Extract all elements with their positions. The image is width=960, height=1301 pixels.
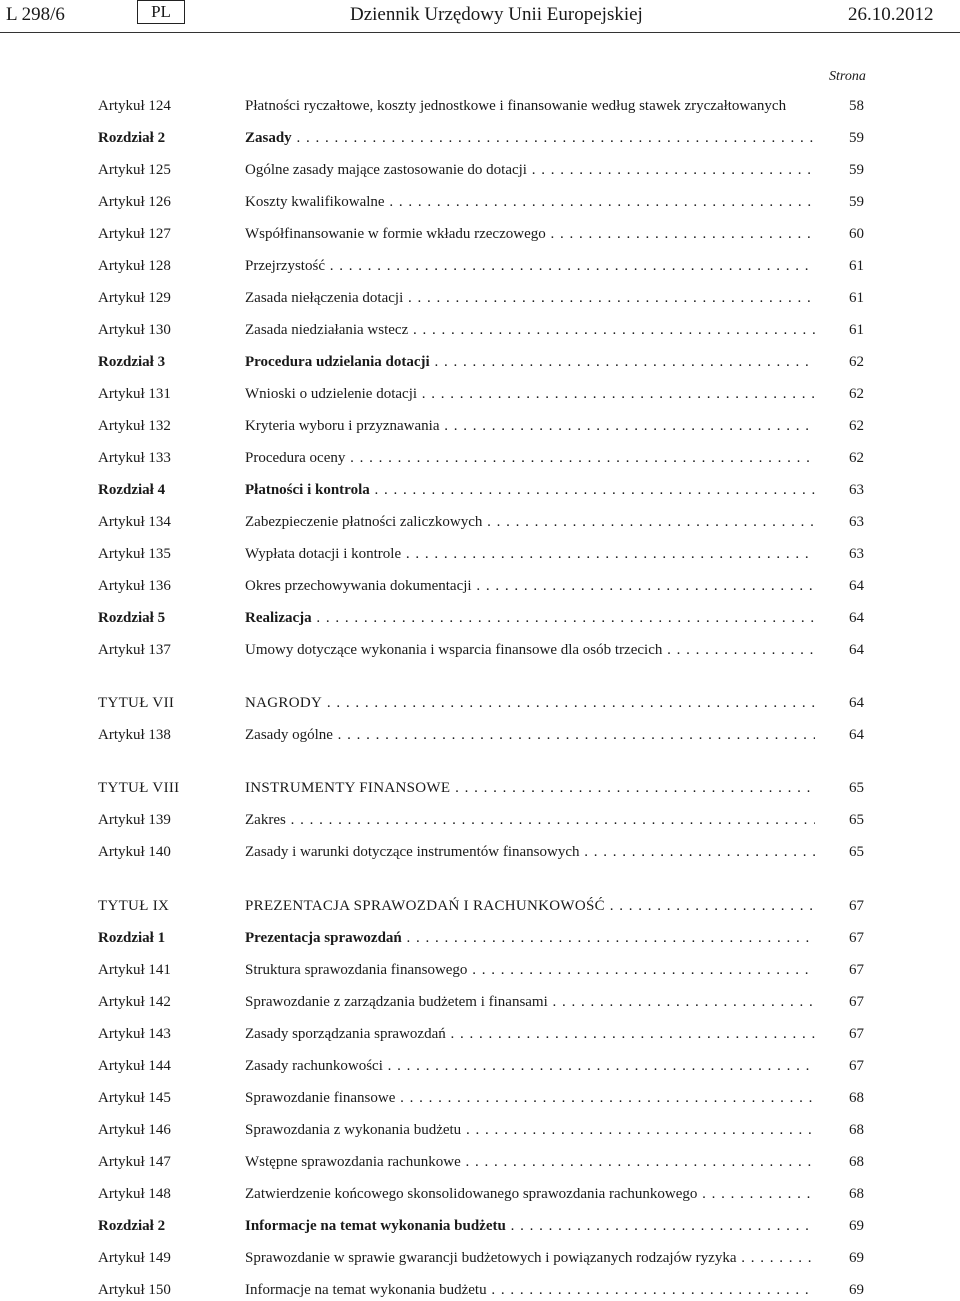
toc-entry-title — [245, 415, 815, 437]
toc-entry-title-text: NAGRODY — [245, 695, 323, 711]
toc-entry-label: Artykuł 150 — [98, 1282, 171, 1298]
toc-entry — [0, 777, 960, 799]
toc-entry-title — [245, 383, 815, 405]
toc-entry-label: Artykuł 147 — [98, 1154, 171, 1170]
toc-entry-title-text: Wstępne sprawozdania rachunkowe — [245, 1154, 461, 1170]
toc-entry-title-text: Struktura sprawozdania finansowego — [245, 962, 468, 978]
publication-date: 26.10.2012 — [848, 4, 934, 25]
toc-entry-title — [245, 255, 815, 277]
toc-entry-page: 68 — [849, 1090, 864, 1106]
toc-entry — [0, 1119, 960, 1141]
toc-entry-label: Artykuł 140 — [98, 844, 171, 860]
toc-entry-title-text: Prezentacja sprawozdań — [245, 930, 402, 946]
toc-entry-title — [245, 287, 815, 309]
toc-entry — [0, 1183, 960, 1205]
toc-entry-label: Artykuł 135 — [98, 546, 171, 562]
toc-entry-title — [245, 724, 815, 746]
toc-entry-title — [245, 639, 815, 661]
toc-entry-page: 67 — [849, 898, 864, 914]
toc-entry-title — [245, 1215, 815, 1237]
toc-entry-label: Artykuł 124 — [98, 98, 171, 114]
toc-entry-page: 69 — [849, 1218, 864, 1234]
toc-entry-page: 63 — [849, 546, 864, 562]
toc-entry — [0, 511, 960, 533]
toc-entry-title — [245, 1151, 815, 1173]
toc-entry-title — [245, 1183, 815, 1205]
toc-entry — [0, 991, 960, 1013]
toc-entry — [0, 1247, 960, 1269]
toc-entry — [0, 351, 960, 373]
toc-entry-page: 59 — [849, 130, 864, 146]
toc-entry-page: 58 — [849, 98, 864, 114]
toc-entry-title — [245, 692, 815, 714]
toc-entry-label: Artykuł 126 — [98, 194, 171, 210]
toc-entry-title-text: Zasada niedziałania wstecz — [245, 322, 409, 338]
toc-entry-title-text: Płatności i kontrola — [245, 482, 370, 498]
toc-entry-title — [245, 607, 815, 629]
toc-entry-title-text: Procedura oceny — [245, 450, 346, 466]
toc-entry-page: 64 — [849, 727, 864, 743]
toc-entry-title — [245, 543, 815, 565]
toc-entry-page: 64 — [849, 642, 864, 658]
toc-entry-label: Artykuł 130 — [98, 322, 171, 338]
toc-entry-title-text: Zasady sporządzania sprawozdań — [245, 1026, 446, 1042]
toc-entry — [0, 479, 960, 501]
toc-entry — [0, 927, 960, 949]
toc-entry-label: Artykuł 131 — [98, 386, 171, 402]
toc-entry-title — [245, 351, 815, 373]
toc-entry-page: 62 — [849, 450, 864, 466]
toc-entry — [0, 447, 960, 469]
toc-entry — [0, 959, 960, 981]
toc-entry-label: Artykuł 145 — [98, 1090, 171, 1106]
toc-entry-title-text: Sprawozdanie w sprawie gwarancji budżetowych i powiązanych rodzajów ryzyka — [245, 1250, 737, 1266]
toc-entry-label: Artykuł 129 — [98, 290, 171, 306]
page-header — [0, 0, 960, 30]
toc-entry-title — [245, 1055, 815, 1077]
toc-entry-title-text: Informacje na temat wykonania budżetu — [245, 1218, 506, 1234]
toc-entry-title — [245, 777, 815, 799]
toc-entry-label: Artykuł 142 — [98, 994, 171, 1010]
toc-entry-label: Rozdział 2 — [98, 1218, 166, 1234]
toc-entry-title-text: Okres przechowywania dokumentacji — [245, 578, 472, 594]
toc-entry-title-text: Informacje na temat wykonania budżetu — [245, 1282, 487, 1298]
toc-entry-label: Artykuł 136 — [98, 578, 171, 594]
toc-entry-label: Rozdział 1 — [98, 930, 166, 946]
toc-entry-page: 61 — [849, 290, 864, 306]
toc-entry-title-text: Umowy dotyczące wykonania i wsparcia finansowe dla osób trzecich — [245, 642, 663, 658]
toc-entry-title — [245, 511, 815, 533]
toc-entry-title-text: Zasada niełączenia dotacji — [245, 290, 404, 306]
toc-entry-title-text: Koszty kwalifikowalne — [245, 194, 385, 210]
toc-entry-title-text: PREZENTACJA SPRAWOZDAŃ I RACHUNKOWOŚĆ — [245, 898, 605, 914]
toc-entry-title-text: Realizacja — [245, 610, 312, 626]
toc-entry-page: 67 — [849, 1058, 864, 1074]
toc-entry-title — [245, 95, 845, 117]
toc-entry-page: 69 — [849, 1250, 864, 1266]
toc-entry — [0, 692, 960, 714]
toc-entry-title-text: Zasady rachunkowości — [245, 1058, 383, 1074]
toc-entry-title — [245, 223, 815, 245]
toc-entry-label: Artykuł 137 — [98, 642, 171, 658]
toc-entry — [0, 607, 960, 629]
toc-entry-page: 63 — [849, 482, 864, 498]
toc-entry-label: Artykuł 146 — [98, 1122, 171, 1138]
toc-entry-page: 64 — [849, 695, 864, 711]
toc-entry-title — [245, 479, 815, 501]
toc-entry — [0, 159, 960, 181]
toc-entry-title-text: Zakres — [245, 812, 286, 828]
toc-entry-title-text: Współfinansowanie w formie wkładu rzeczowego — [245, 226, 546, 242]
toc-entry — [0, 223, 960, 245]
toc-entry — [0, 639, 960, 661]
toc-entry-page: 68 — [849, 1154, 864, 1170]
toc-entry-title-text: INSTRUMENTY FINANSOWE — [245, 780, 451, 796]
toc-entry-title-text: Płatności ryczałtowe, koszty jednostkowe i finansowanie według stawek zryczałtowanych — [245, 98, 787, 114]
toc-entry-page: 64 — [849, 578, 864, 594]
toc-entry-title-text: Zabezpieczenie płatności zaliczkowych — [245, 514, 483, 530]
toc-entry-page: 61 — [849, 322, 864, 338]
toc-entry-title — [245, 1119, 815, 1141]
toc-entry — [0, 895, 960, 917]
toc-entry-page: 65 — [849, 812, 864, 828]
toc-entry-label: Rozdział 5 — [98, 610, 166, 626]
toc-entry-page: 67 — [849, 962, 864, 978]
toc-entry-title — [245, 575, 815, 597]
toc-entry-page: 65 — [849, 780, 864, 796]
toc-entry-page: 59 — [849, 162, 864, 178]
toc-entry-title — [245, 127, 815, 149]
toc-entry-title — [245, 1087, 815, 1109]
toc-entry-label: Artykuł 143 — [98, 1026, 171, 1042]
toc-entry-title — [245, 191, 815, 213]
toc-entry-label: Artykuł 138 — [98, 727, 171, 743]
toc-entry-title-text: Sprawozdanie z zarządzania budżetem i finansami — [245, 994, 548, 1010]
toc-entry-title — [245, 447, 815, 469]
toc-entry — [0, 1279, 960, 1301]
toc-entry — [0, 1087, 960, 1109]
toc-entry — [0, 809, 960, 831]
toc-entry — [0, 1055, 960, 1077]
toc-entry-title-text: Zatwierdzenie końcowego skonsolidowanego sprawozdania rachunkowego — [245, 1186, 698, 1202]
toc-entry-label: Artykuł 144 — [98, 1058, 171, 1074]
toc-entry — [0, 1215, 960, 1237]
toc-entry-title-text: Procedura udzielania dotacji — [245, 354, 430, 370]
toc-entry — [0, 95, 960, 117]
toc-entry-page: 68 — [849, 1122, 864, 1138]
toc-entry-page: 65 — [849, 844, 864, 860]
toc-entry-page: 61 — [849, 258, 864, 274]
toc-entry-label: Artykuł 132 — [98, 418, 171, 434]
toc-entry-label: Artykuł 128 — [98, 258, 171, 274]
toc-entry-title-text: Zasady i warunki dotyczące instrumentów finansowych — [245, 844, 580, 860]
toc-entry — [0, 287, 960, 309]
toc-entry-page: 67 — [849, 930, 864, 946]
toc-entry-label: Artykuł 148 — [98, 1186, 171, 1202]
toc-entry-page: 67 — [849, 1026, 864, 1042]
toc-entry-page: 67 — [849, 994, 864, 1010]
toc-entry-title — [245, 959, 815, 981]
toc-entry-page: 68 — [849, 1186, 864, 1202]
toc-entry-page: 62 — [849, 354, 864, 370]
toc-entry-title — [245, 809, 815, 831]
toc-entry-page: 62 — [849, 386, 864, 402]
toc-entry — [0, 127, 960, 149]
toc-entry-title-text: Ogólne zasady mające zastosowanie do dotacji — [245, 162, 527, 178]
toc-entry — [0, 319, 960, 341]
toc-entry-title — [245, 841, 815, 863]
toc-entry-title-text: Wnioski o udzielenie dotacji — [245, 386, 418, 402]
toc-entry-label: Artykuł 149 — [98, 1250, 171, 1266]
toc-entry-title-text: Sprawozdanie finansowe — [245, 1090, 396, 1106]
toc-entry-label: Rozdział 4 — [98, 482, 166, 498]
toc-entry-title-text: Przejrzystość — [245, 258, 325, 274]
toc-entry — [0, 415, 960, 437]
toc-entry-label: Rozdział 3 — [98, 354, 166, 370]
toc-entry-title — [245, 1279, 815, 1301]
toc-entry-title — [245, 319, 815, 341]
toc-entry — [0, 383, 960, 405]
toc-entry — [0, 1023, 960, 1045]
journal-title: Dziennik Urzędowy Unii Europejskiej — [350, 4, 643, 25]
toc-entry-label: TYTUŁ VII — [98, 695, 175, 711]
toc-entry-title — [245, 159, 815, 181]
toc-entry-title-text: Zasady ogólne — [245, 727, 333, 743]
toc-entry — [0, 255, 960, 277]
toc-entry-page: 63 — [849, 514, 864, 530]
toc-entry — [0, 543, 960, 565]
language-box: PL — [137, 0, 185, 24]
toc-entry-label: TYTUŁ IX — [98, 898, 170, 914]
toc-entry-page: 59 — [849, 194, 864, 210]
toc-entry-label: Rozdział 2 — [98, 130, 166, 146]
toc-entry-title-text: Kryteria wyboru i przyznawania — [245, 418, 440, 434]
toc-entry-label: Artykuł 141 — [98, 962, 171, 978]
page-column-heading: Strona — [829, 69, 866, 84]
toc-entry-title — [245, 1247, 815, 1269]
toc-entry-label: Artykuł 134 — [98, 514, 171, 530]
toc-entry-title-text: Wypłata dotacji i kontrole — [245, 546, 402, 562]
toc-entry-label: Artykuł 125 — [98, 162, 171, 178]
toc-entry-label: Artykuł 139 — [98, 812, 171, 828]
toc-entry-title — [245, 991, 815, 1013]
toc-entry-label: Artykuł 127 — [98, 226, 171, 242]
toc-entry — [0, 575, 960, 597]
toc-entry-title-text: Sprawozdania z wykonania budżetu — [245, 1122, 462, 1138]
toc-entry — [0, 841, 960, 863]
toc-entry-title — [245, 927, 815, 949]
toc-entry-page: 69 — [849, 1282, 864, 1298]
toc-entry — [0, 1151, 960, 1173]
page-reference: L 298/6 — [6, 4, 65, 25]
toc-entry-title — [245, 1023, 815, 1045]
toc-entry — [0, 191, 960, 213]
toc-entry-page: 60 — [849, 226, 864, 242]
toc-entry — [0, 724, 960, 746]
toc-entry-label: TYTUŁ VIII — [98, 780, 180, 796]
toc-entry-page: 62 — [849, 418, 864, 434]
toc-entry-label: Artykuł 133 — [98, 450, 171, 466]
header-rule — [0, 32, 960, 33]
toc-entry-title — [245, 895, 815, 917]
toc-entry-title-text: Zasady — [245, 130, 292, 146]
toc-entry-page: 64 — [849, 610, 864, 626]
